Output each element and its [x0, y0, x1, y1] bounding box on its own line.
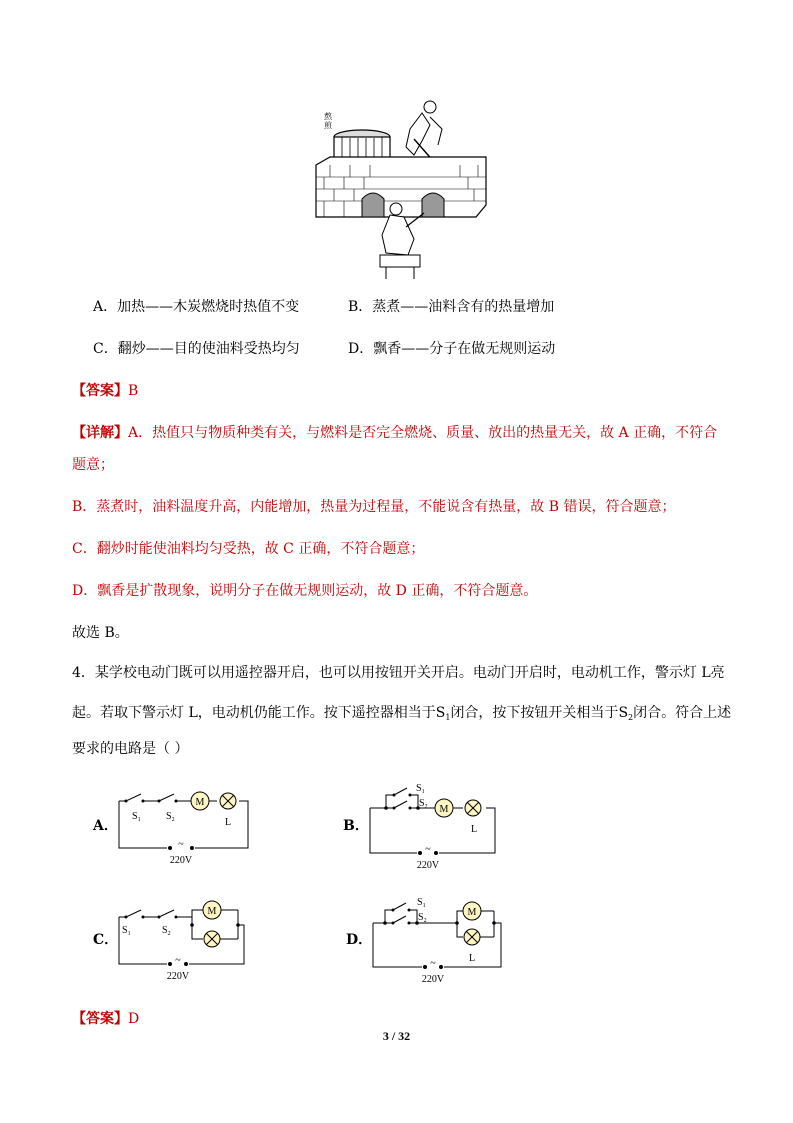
option-letter: B． — [348, 299, 373, 315]
supply-label: 220V — [421, 974, 445, 985]
ac-tilde: ~ — [430, 958, 436, 969]
svg-text:煎: 煎 — [324, 121, 332, 130]
detail-label: 【详解】 — [72, 425, 128, 441]
q3-detail-line-4: C．翻炒时能使油料均匀受热，故 C 正确，不符合题意； — [72, 541, 425, 557]
supply-label: 220V — [166, 971, 190, 982]
circuit-d-diagram — [365, 890, 507, 986]
supply-label: 220V — [169, 855, 193, 866]
q3-conclusion: 故选 B。 — [72, 625, 129, 641]
option-text: 翻炒——目的使油料受热均匀 — [117, 341, 300, 357]
lamp-label: L — [225, 817, 232, 828]
option-letter: C． — [93, 341, 118, 357]
answer-value: B — [128, 383, 139, 399]
q4-line-2: 起。若取下警示灯 L，电动机仍能工作。按下遥控器相当于$S_1$闭合，按下按钮开关相当于$S_2$闭合。符合上述 — [72, 705, 732, 722]
option-a — [93, 297, 299, 317]
ac-tilde: ~ — [175, 955, 181, 966]
s1-label: $S_1$ — [417, 897, 426, 909]
s2-label: $S_2$ — [166, 811, 175, 823]
s2-label: $S_2$ — [419, 798, 428, 810]
option-text: 加热——木炭燃烧时热值不变 — [117, 299, 300, 315]
answer-value: D — [128, 1011, 140, 1027]
switch-s2-symbol: $S_2$ — [618, 705, 634, 722]
ac-tilde: ~ — [178, 839, 184, 850]
answer-label: 【答案】 — [72, 1011, 128, 1027]
illustration-drawing — [310, 95, 492, 280]
circuit-a-diagram — [110, 785, 260, 867]
illustration-caption: 熬 — [324, 112, 332, 121]
q3-detail-line-5: D．飘香是扩散现象，说明分子在做无规则运动，故 D 正确，不符合题意。 — [72, 583, 538, 599]
q3-detail-line-2: 题意； — [72, 457, 114, 473]
s2-label: $S_2$ — [162, 925, 171, 937]
option-letter: D． — [348, 341, 374, 357]
s2-label: $S_2$ — [418, 912, 427, 924]
s1-label: $S_1$ — [416, 783, 425, 795]
q4-line-1: 4．某学校电动门既可以用遥控器开启，也可以用按钮开关开启。电动门开启时，电动机工作，警示灯 L亮 — [72, 665, 725, 681]
option-letter: A． — [93, 299, 118, 315]
motor-label: M — [439, 804, 449, 815]
q4-answer — [72, 1009, 139, 1029]
circuit-a-letter: A． — [93, 818, 118, 834]
option-b — [348, 297, 554, 317]
q3-answer — [72, 381, 138, 401]
page-number: 3 / 32 — [382, 1029, 411, 1043]
q3-detail-line-3: B．蒸煮时，油料温度升高，内能增加，热量为过程量，不能说含有热量，故 B 错误，符合题意； — [72, 499, 676, 515]
lamp-label: L — [471, 824, 478, 835]
circuit-b-letter: B． — [343, 818, 369, 834]
circuit-c-letter: C． — [93, 932, 119, 948]
motor-label: M — [195, 797, 205, 808]
circuit-d-letter: D． — [346, 932, 373, 948]
option-text: 飘香——分子在做无规则运动 — [373, 341, 556, 357]
motor-label: M — [207, 906, 217, 917]
ac-tilde: ~ — [425, 844, 431, 855]
lamp-label: L — [469, 953, 476, 964]
supply-label: 220V — [416, 860, 440, 871]
s1-label: $S_1$ — [132, 811, 141, 823]
switch-s1-symbol: $S_1$ — [435, 705, 451, 722]
circuit-b-diagram — [360, 780, 502, 872]
s1-label: $S_1$ — [122, 925, 131, 937]
q4-line-3: 要求的电路是（ ） — [72, 741, 189, 757]
option-c — [93, 339, 300, 359]
oil-frying-illustration — [310, 95, 492, 280]
motor-label: M — [467, 907, 477, 918]
q3-detail-line-1: 【详解】A．热值只与物质种类有关，与燃料是否完全燃烧、质量、放出的热量无关，故 A 正确，不符合 — [72, 425, 718, 441]
option-d — [348, 339, 555, 359]
option-text: 蒸煮——油料含有的热量增加 — [372, 299, 555, 315]
answer-label: 【答案】 — [72, 383, 128, 399]
circuit-c-diagram — [110, 895, 252, 987]
